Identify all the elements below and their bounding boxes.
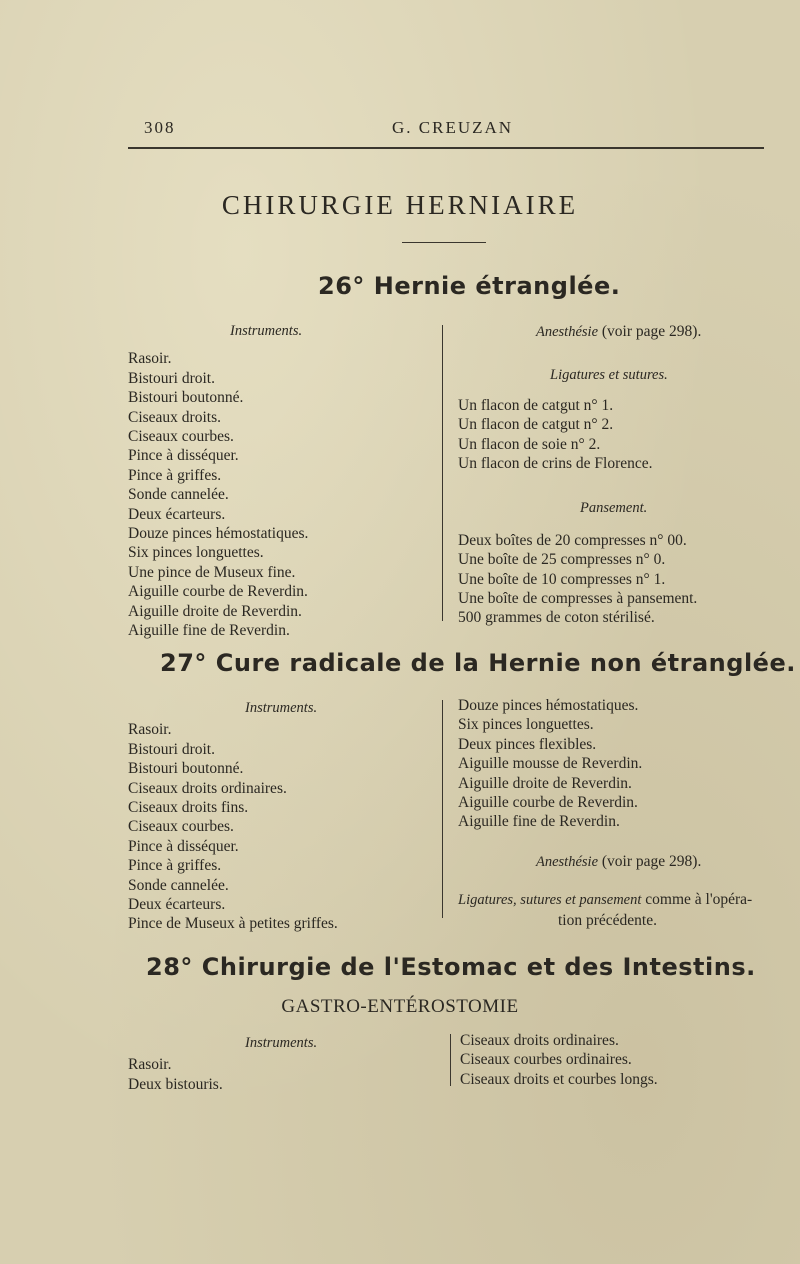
section-27-left-column — [128, 699, 428, 934]
list-item: Ciseaux droits et courbes longs. — [460, 1070, 658, 1088]
list-item: Sonde cannelée. — [128, 876, 229, 894]
page-number: 308 — [144, 118, 176, 137]
header-rule — [128, 147, 764, 149]
list-item: Bistouri boutonné. — [128, 389, 244, 407]
list-item: Deux écarteurs. — [128, 896, 226, 914]
list-item: Rasoir. — [128, 721, 172, 739]
section-28-title: 28° Chirurgie de l'Estomac et des Intestins. — [146, 953, 756, 981]
list-item: Aiguille droite de Reverdin. — [458, 774, 632, 792]
section-26-right-column — [458, 322, 758, 628]
instruments-heading: Instruments. — [245, 1035, 318, 1051]
list-item: Bistouri droit. — [128, 369, 215, 387]
list-item: Aiguille courbe de Reverdin. — [128, 583, 308, 601]
list-item: Ciseaux courbes ordinaires. — [460, 1051, 632, 1069]
instruments-list — [460, 1031, 760, 1089]
list-item: Une boîte de compresses à pansement. — [458, 590, 698, 608]
instruments-list — [458, 696, 788, 832]
section-26-left-column — [128, 322, 428, 641]
anesthesia-line — [458, 322, 758, 342]
section-28-left-column — [128, 1034, 428, 1094]
instruments-list — [128, 1055, 428, 1094]
running-head: G. CREUZAN — [392, 118, 514, 137]
list-item: Ciseaux courbes. — [128, 818, 234, 836]
pansement-list — [458, 531, 758, 628]
instruments-list — [128, 349, 428, 640]
column-divider — [442, 325, 443, 621]
list-item: Pince à disséquer. — [128, 837, 239, 855]
list-item: Deux pinces flexibles. — [458, 735, 597, 753]
list-item: Ciseaux droits. — [128, 408, 221, 426]
list-item: Pince à disséquer. — [128, 447, 239, 465]
list-item: Six pinces longuettes. — [458, 716, 594, 734]
list-item: Une pince de Museux fine. — [128, 563, 296, 581]
list-item: Aiguille droite de Reverdin. — [128, 602, 302, 620]
section-27-title: 27° Cure radicale de la Hernie non étranglée. — [160, 649, 796, 677]
list-item: Un flacon de catgut n° 2. — [458, 416, 614, 434]
anesthesia-line — [458, 852, 788, 872]
ligatures-heading: Ligatures et sutures. — [550, 367, 668, 384]
list-item: Ciseaux droits fins. — [128, 799, 249, 817]
instruments-heading: Instruments. — [245, 700, 318, 716]
list-item: Ciseaux droits ordinaires. — [128, 779, 287, 797]
column-divider — [450, 1034, 451, 1086]
ligatures-list — [458, 396, 758, 474]
list-item: Six pinces longuettes. — [128, 544, 264, 562]
ligatures-text: comme à l'opéra- — [645, 891, 753, 909]
list-item: Deux bistouris. — [128, 1075, 223, 1093]
pansement-heading: Pansement. — [580, 500, 648, 517]
list-item: Une boîte de 10 compresses n° 1. — [458, 570, 666, 588]
anesthesia-ref: (voir page 298). — [601, 852, 702, 870]
list-item: Un flacon de soie n° 2. — [458, 435, 601, 453]
list-item: Pince à griffes. — [128, 466, 222, 484]
list-item: Un flacon de catgut n° 1. — [458, 396, 614, 414]
list-item: Douze pinces hémostatiques. — [128, 525, 309, 543]
anesthesia-label: Anesthésie — [536, 853, 599, 870]
list-item: Aiguille fine de Reverdin. — [128, 622, 290, 640]
instruments-list — [128, 720, 428, 933]
list-item: Pince de Museux à petites griffes. — [128, 915, 338, 933]
list-item: Ciseaux droits ordinaires. — [460, 1032, 619, 1049]
list-item: Une boîte de 25 compresses n° 0. — [458, 551, 666, 569]
ligatures-line — [458, 890, 788, 910]
list-item: Bistouri droit. — [128, 740, 215, 758]
main-title: CHIRURGIE HERNIAIRE — [221, 190, 579, 220]
ligatures-label: Ligatures, sutures et pansement — [458, 892, 642, 909]
section-28-right-column — [460, 1031, 760, 1089]
list-item: Rasoir. — [128, 350, 172, 368]
list-item: Bistouri boutonné. — [128, 760, 244, 778]
list-item: Aiguille mousse de Reverdin. — [458, 755, 643, 773]
list-item: Deux écarteurs. — [128, 505, 226, 523]
section-26-title: 26° Hernie étranglée. — [318, 272, 621, 300]
ligatures-line-2: tion précédente. — [558, 911, 657, 929]
list-item: Douze pinces hémostatiques. — [458, 697, 639, 714]
list-item: Ciseaux courbes. — [128, 428, 234, 446]
section-27-right-column — [458, 696, 788, 930]
list-item: 500 grammes de coton stérilisé. — [458, 609, 655, 627]
column-divider — [442, 700, 443, 918]
instruments-heading: Instruments. — [230, 323, 303, 339]
list-item: Aiguille fine de Reverdin. — [458, 813, 620, 831]
list-item: Sonde cannelée. — [128, 486, 229, 504]
list-item: Deux boîtes de 20 compresses n° 00. — [458, 531, 687, 549]
list-item: Un flacon de crins de Florence. — [458, 455, 653, 473]
section-28-subtitle: GASTRO-ENTÉROSTOMIE — [281, 996, 519, 1017]
list-item: Pince à griffes. — [128, 857, 222, 875]
list-item: Rasoir. — [128, 1056, 172, 1074]
anesthesia-label: Anesthésie — [536, 324, 599, 340]
title-rule — [402, 242, 486, 243]
list-item: Aiguille courbe de Reverdin. — [458, 794, 638, 812]
anesthesia-ref: (voir page 298). — [601, 323, 702, 340]
